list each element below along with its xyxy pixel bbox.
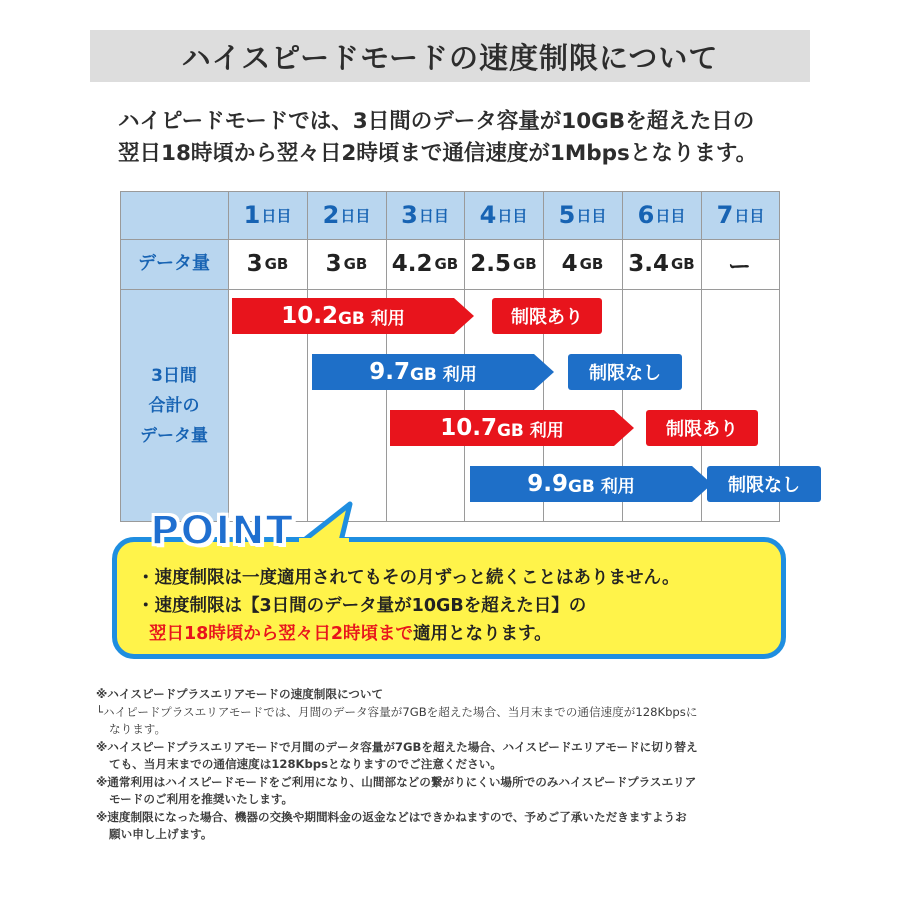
total-row-label [120,289,228,522]
note-2-b: ても、当月末までの通信速度は128Kbpsとなりますのでご注意ください。 [109,757,502,771]
title-bar [90,30,810,82]
total-label-line-3: データ量 [140,425,208,446]
badge-unlimited-2: 制限なし [707,466,821,502]
footnotes [96,686,816,844]
data-row-label: データ量 [138,253,210,274]
note-3-b: モードのご利用を推奨いたします。 [109,792,294,806]
intro-line-1: ハイピードモードでは、3日間のデータ容量が10GBを超えた日の [118,109,755,134]
day-header-4: 4 日目 [479,201,528,229]
grid-line [120,191,780,192]
day-header-6: 6 日目 [637,201,686,229]
grid-line [120,239,780,240]
day-header-1: 1 日目 [243,201,292,229]
point-line-3 [137,620,680,648]
usage-bar-2: 9.7 GB 利用 [312,354,534,390]
note-1-sub-a: └ハイピードプラスエリアモードでは、月間のデータ容量が7GBを超えた場合、当月末までの通信速度が128Kbpsに [96,704,698,719]
data-value-1: 3 GB [246,251,289,277]
day-header-7: 7 日目 [716,201,765,229]
grid-line [307,191,308,522]
total-label-line-2: 合計の [148,395,200,416]
badge-limited-1: 制限あり [492,298,602,334]
point-line-3-rest: 適用となります。 [413,624,552,644]
data-value-2: 3 GB [325,251,368,277]
note-2-a: ※ハイスピードプラスエリアモードで月間のデータ容量が7GBを超えた場合、ハイスピードエリアモードに切り替え [96,739,698,754]
intro-text [118,106,818,170]
total-label-line-1: 3日間 [151,365,197,386]
day-header-5: 5 日目 [558,201,607,229]
day-header-2: 2 日目 [322,201,371,229]
grid-line [120,191,121,522]
data-value-4: 2.5 GB [470,251,537,277]
note-1: ※ハイスピードプラスエリアモードの速度制限について [96,687,384,701]
note-4-a: ※速度制限になった場合、機器の交換や期間料金の返金などはできかねますので、予めご了承いただきますようお [96,809,687,824]
badge-limited-2: 制限あり [646,410,758,446]
point-label: POINT [150,508,294,554]
point-line-3-highlight: 翌日18時頃から翌々日2時頃まで [149,624,414,644]
day-header-3: 3 日目 [401,201,449,229]
note-4-b: 願い申し上げます。 [109,827,213,841]
data-value-6: 3.4 GB [628,251,695,277]
usage-bar-4: 9.9 GB 利用 [470,466,692,502]
badge-unlimited-1: 制限なし [568,354,682,390]
point-line-2: ・速度制限は【3日間のデータ量が10GBを超えた日】の [137,596,587,616]
data-value-5: 4 GB [561,251,604,277]
intro-line-2: 翌日18時頃から翌々日2時頃まで通信速度が1Mbpsとなります。 [118,141,758,166]
page-title: ハイスピードモードの速度制限について [181,40,719,75]
usage-bar-3: 10.7 GB 利用 [390,410,614,446]
usage-bar-1: 10.2 GB 利用 [232,298,454,334]
note-1-sub-b: なります。 [109,722,167,736]
point-line-1: ・速度制限は一度適用されてもその月ずっと続くことはありません。 [137,568,680,588]
point-tail [295,500,365,542]
data-value-7: ー [728,253,751,280]
point-text [137,564,680,648]
grid-line [228,191,229,522]
data-value-3: 4.2 GB [391,251,459,277]
usage-table [120,191,800,522]
note-3-a: ※通常利用はハイスピードモードをご利用になり、山間部などの繋がりにくい場所でのみハイスピードプラスエリア [96,774,697,789]
grid-line [120,289,780,290]
